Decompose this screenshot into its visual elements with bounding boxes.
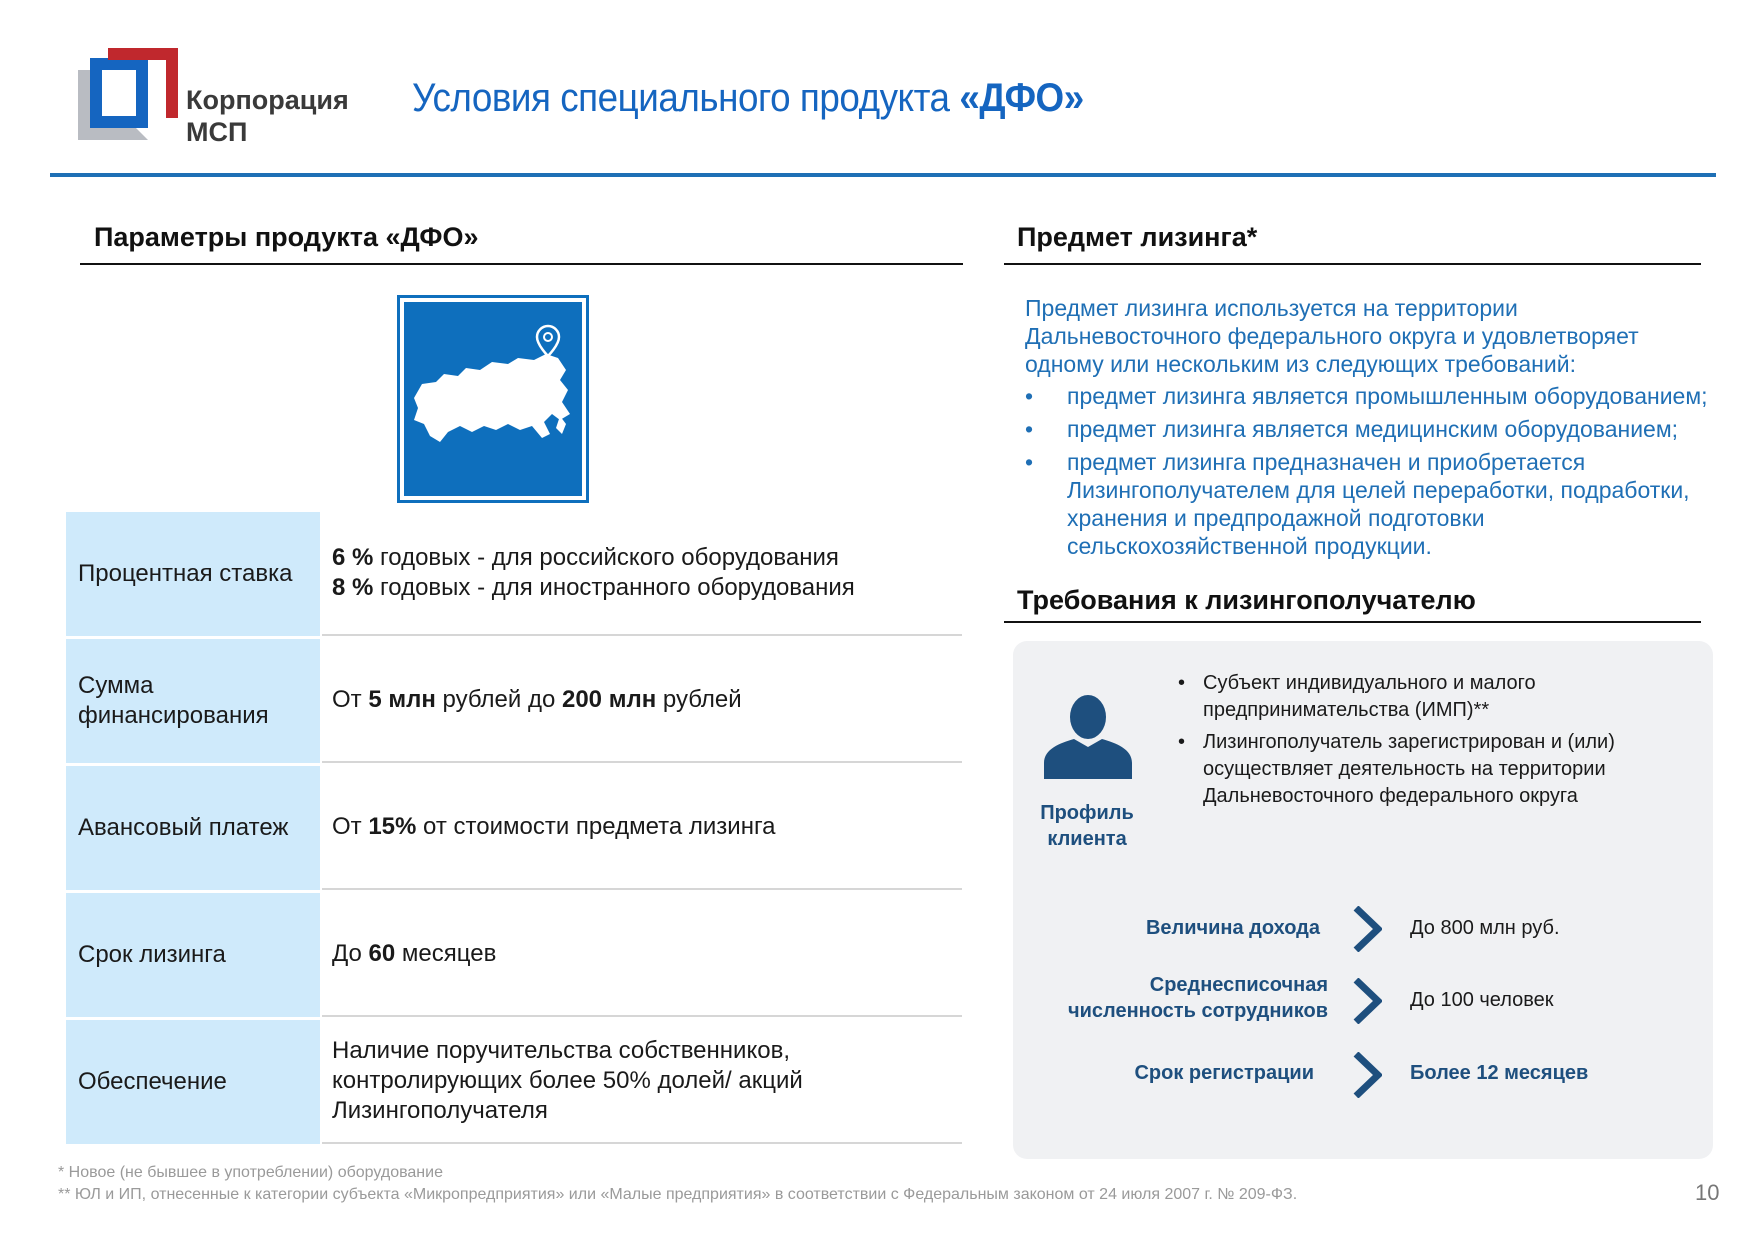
page-number: 10 <box>1695 1180 1720 1205</box>
row-value <box>322 893 962 1017</box>
criterion-value: Более 12 месяцев <box>1410 1062 1589 1084</box>
advance-percent: 15% <box>368 813 417 840</box>
corporation-logo <box>78 48 178 148</box>
rate-russian-text: годовых - для российского оборудования <box>373 544 839 571</box>
value-text: От <box>332 686 369 713</box>
params-heading: Параметры продукта «ДФО» <box>94 222 479 252</box>
header-divider <box>50 173 1716 177</box>
page-title <box>412 76 1084 121</box>
row-value <box>322 639 962 763</box>
title-product-name: «ДФО» <box>959 76 1084 120</box>
user-profile-icon <box>1040 693 1136 779</box>
subject-heading-rule <box>1004 263 1701 265</box>
chevron-right-icon <box>1352 1052 1382 1098</box>
brand-name <box>186 84 349 148</box>
collateral-text: Наличие поручительства собственников, контролирующих более 50% долей/ акций Лизингополучателя <box>332 1037 803 1124</box>
row-value <box>322 512 962 636</box>
max-amount: 200 млн <box>561 686 657 713</box>
list-item: • Лизингополучатель зарегистрирован и (или) осуществляет деятельность на территории Дальневосточного федерального округа <box>1178 729 1698 810</box>
row-value <box>322 1020 962 1144</box>
row-label: Срок лизинга <box>66 893 320 1017</box>
chevron-right-icon <box>1352 978 1382 1024</box>
criterion-label: Величина дохода <box>1145 917 1320 939</box>
profile-label: Профиль клиента <box>1040 802 1134 850</box>
criterion-label: Срок регистрации <box>1134 1062 1314 1084</box>
brand-line-1: Корпорация <box>186 85 349 115</box>
list-item: • предмет лизинга предназначен и приобретается Лизингополучателем для целей переработки, подработки, хранения и предпродажной подготовки сельскохозяйственной продукции. <box>1025 448 1715 560</box>
chevron-right-icon <box>1352 906 1382 952</box>
table-row <box>66 512 962 636</box>
value-text: От <box>332 813 369 840</box>
subject-heading: Предмет лизинга* <box>1017 222 1258 252</box>
brand-line-2: МСП <box>186 117 248 147</box>
rate-foreign-text: годовых - для иностранного оборудования <box>373 574 855 601</box>
map-pin-icon <box>400 298 586 500</box>
title-text: Условия специального продукта <box>412 76 960 120</box>
list-item: • предмет лизинга является медицинским оборудованием; <box>1025 415 1715 443</box>
footnote-2: ** ЮЛ и ИП, отнесенные к категории субъекта «Микропредприятия» или «Малые предприятия» в соответствии с Федеральным законом от 24 июля 2007 г. № 209-ФЗ. <box>58 1186 1298 1203</box>
table-row <box>66 639 962 763</box>
requirements-heading: Требования к лизингополучателю <box>1017 585 1476 615</box>
rate-russian-value: 6 % <box>332 544 374 571</box>
min-amount: 5 млн <box>368 686 436 713</box>
criterion-label: Среднесписочная численность сотрудников <box>1067 974 1328 1022</box>
term-months: 60 <box>368 940 396 967</box>
criterion-value: До 800 млн руб. <box>1410 917 1560 939</box>
value-text: месяцев <box>395 940 497 967</box>
list-item: • Субъект индивидуального и малого предпринимательства (ИМП)** <box>1178 670 1698 724</box>
table-row <box>66 893 962 1017</box>
row-label: Сумма финансирования <box>66 639 320 763</box>
russia-map-icon <box>397 295 589 503</box>
list-item: • предмет лизинга является промышленным оборудованием; <box>1025 382 1715 410</box>
value-text: До <box>332 940 369 967</box>
requirements-list <box>1178 670 1698 815</box>
value-text: рублей до <box>435 686 562 713</box>
row-label: Авансовый платеж <box>66 766 320 890</box>
params-heading-rule <box>80 263 963 265</box>
value-text: от стоимости предмета лизинга <box>416 813 776 840</box>
table-row <box>66 766 962 890</box>
row-label: Обеспечение <box>66 1020 320 1144</box>
criterion-value: До 100 человек <box>1410 989 1554 1011</box>
footnote-1: * Новое (не бывшее в употреблении) оборудование <box>58 1164 443 1181</box>
requirements-heading-rule <box>1004 621 1701 623</box>
subject-list <box>1025 382 1715 565</box>
subject-intro: Предмет лизинга используется на территории Дальневосточного федерального округа и удовлетворяет одному или нескольким из следующих требований: <box>1025 295 1639 377</box>
row-label: Процентная ставка <box>66 512 320 636</box>
value-text: рублей <box>656 686 742 713</box>
table-row <box>66 1020 962 1144</box>
rate-foreign-value: 8 % <box>332 574 374 601</box>
row-value <box>322 766 962 890</box>
